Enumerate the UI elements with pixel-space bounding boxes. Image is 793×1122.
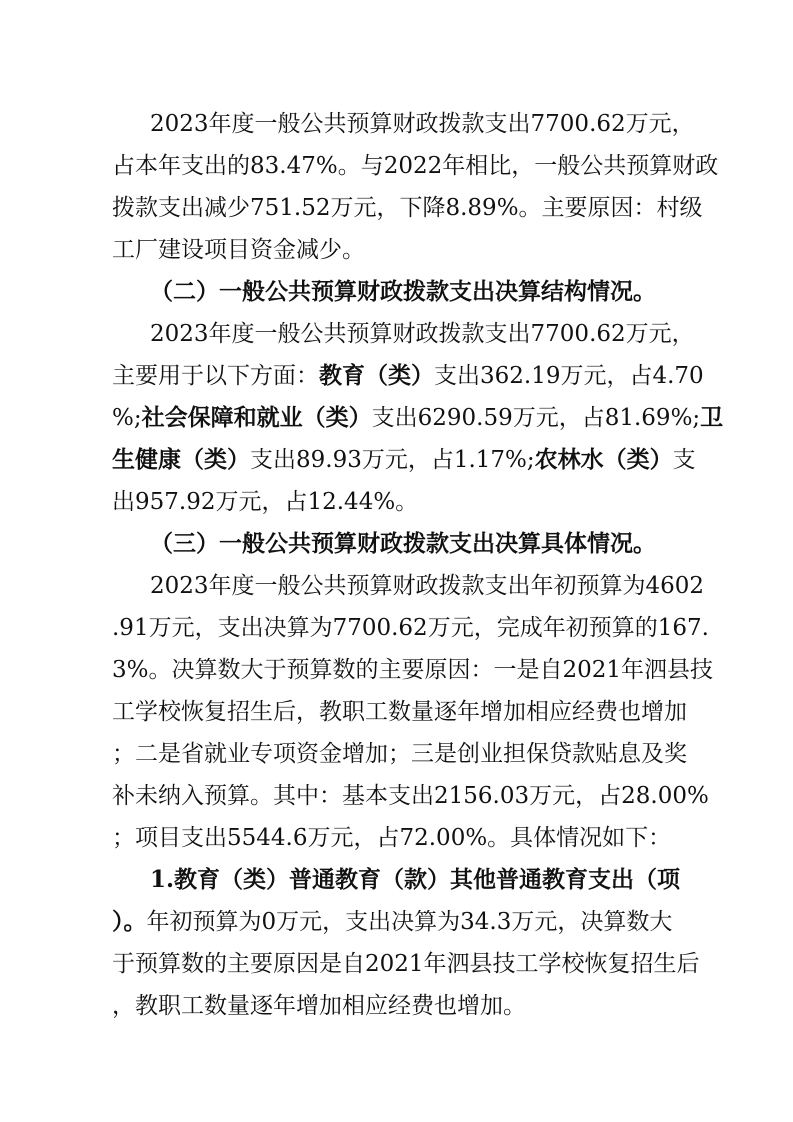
item1-line3: 于预算数的主要原因是自2021年泗县技工学校恢复招生后: [112, 951, 700, 977]
item1-line1: 1.教育（类）普通教育（款）其他普通教育支出（项: [150, 866, 681, 893]
section-heading-3: （三）一般公共预算财政拨款支出决算具体情况。: [150, 530, 656, 557]
para1-line3: 拨款支出减少751.52万元，下降8.89%。主要原因：村级: [112, 195, 703, 221]
para1-line1: 2023年度一般公共预算财政拨款支出7700.62万元，: [150, 111, 695, 137]
category-education: 教育（类）: [319, 362, 434, 389]
para3-line1: 2023年度一般公共预算财政拨款支出年初预算为4602: [150, 573, 705, 599]
para3-line7: ；项目支出5544.6万元，占72.00%。具体情况如下：: [112, 825, 672, 851]
para2-line5: 出957.92万元，占12.44%。: [112, 489, 419, 515]
para3-line5: ；二是省就业专项资金增加；三是创业担保贷款贴息及奖: [112, 741, 687, 767]
para2-line3: %;社会保障和就业（类）支出6290.59万元，占81.69%;卫: [112, 404, 724, 431]
category-health-part1: 卫: [700, 404, 724, 431]
para2-line1: 2023年度一般公共预算财政拨款支出7700.62万元，: [150, 321, 695, 347]
para3-line4: 工学校恢复招生后，教职工数量逐年增加相应经费也增加: [112, 699, 687, 725]
para3-line6: 补未纳入预算。其中：基本支出2156.03万元，占28.00%: [112, 783, 709, 809]
para1-line4: 工厂建设项目资金减少。: [112, 237, 365, 263]
para3-line2: .91万元，支出决算为7700.62万元，完成年初预算的167.: [112, 615, 709, 641]
para3-line3: 3%。决算数大于预算数的主要原因：一是自2021年泗县技: [112, 657, 714, 683]
section-heading-2: （二）一般公共预算财政拨款支出决算结构情况。: [150, 278, 656, 305]
category-health-part2: 生健康（类）: [112, 446, 250, 473]
item1-line2: ）。年初预算为0万元，支出决算为34.3万元，决算数大: [112, 908, 673, 935]
para2-line4: 生健康（类）支出89.93万元，占1.17%;农林水（类）支: [112, 446, 696, 473]
category-social-security: 社会保障和就业（类）: [141, 404, 372, 431]
item1-line4: ，教职工数量逐年增加相应经费也增加。: [112, 993, 526, 1019]
para1-line2: 占本年支出的83.47%。与2022年相比，一般公共预算财政: [112, 153, 719, 179]
category-agriculture: 农林水（类）: [534, 446, 673, 473]
para2-line2: 主要用于以下方面：教育（类）支出362.19万元，占4.70: [112, 362, 704, 389]
